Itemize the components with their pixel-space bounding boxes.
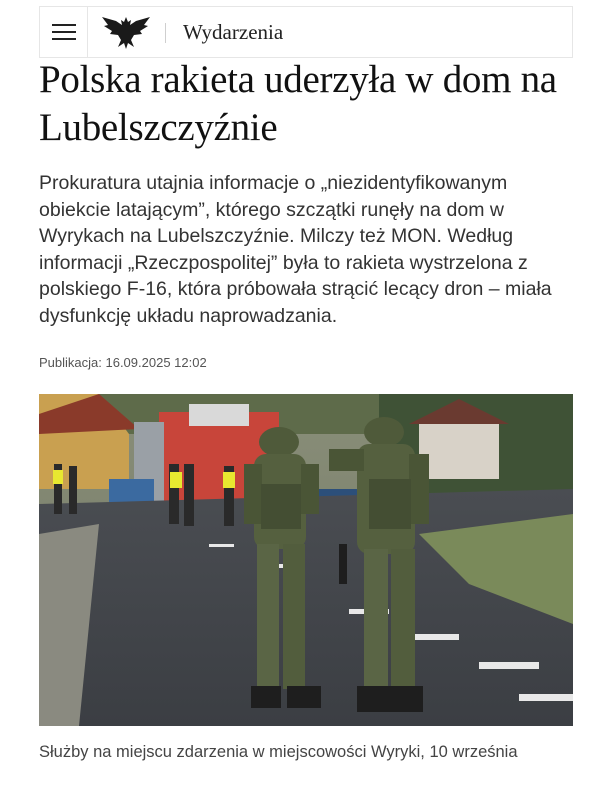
section-label[interactable]: Wydarzenia <box>183 20 284 44</box>
photo-caption: Służby na miejscu zdarzenia w miejscowości Wyryki, 10 września <box>39 743 518 761</box>
site-header <box>39 6 573 58</box>
hamburger-menu-icon[interactable] <box>40 7 88 57</box>
header-separator <box>165 23 166 43</box>
article-title: Polska rakieta uderzyła w dom na Lubelszczyźnie <box>39 58 557 149</box>
eagle-logo-icon[interactable] <box>100 13 152 51</box>
publication-date: Publikacja: 16.09.2025 12:02 <box>39 355 207 370</box>
article-lead: Prokuratura utajnia informacje o „niezidentyfikowanym obiekcie latającym”, którego szczątki runęły na dom w Wyrykach na Lubelszczyźnie. Milczy też MON. Według informacji „Rzeczpospolitej” była to rakieta wystrzelona z polskiego F-16, która próbowała strącić lecący dron – miała dysfunkcję układu naprowadzania. <box>39 172 552 327</box>
article-photo[interactable] <box>39 394 573 726</box>
